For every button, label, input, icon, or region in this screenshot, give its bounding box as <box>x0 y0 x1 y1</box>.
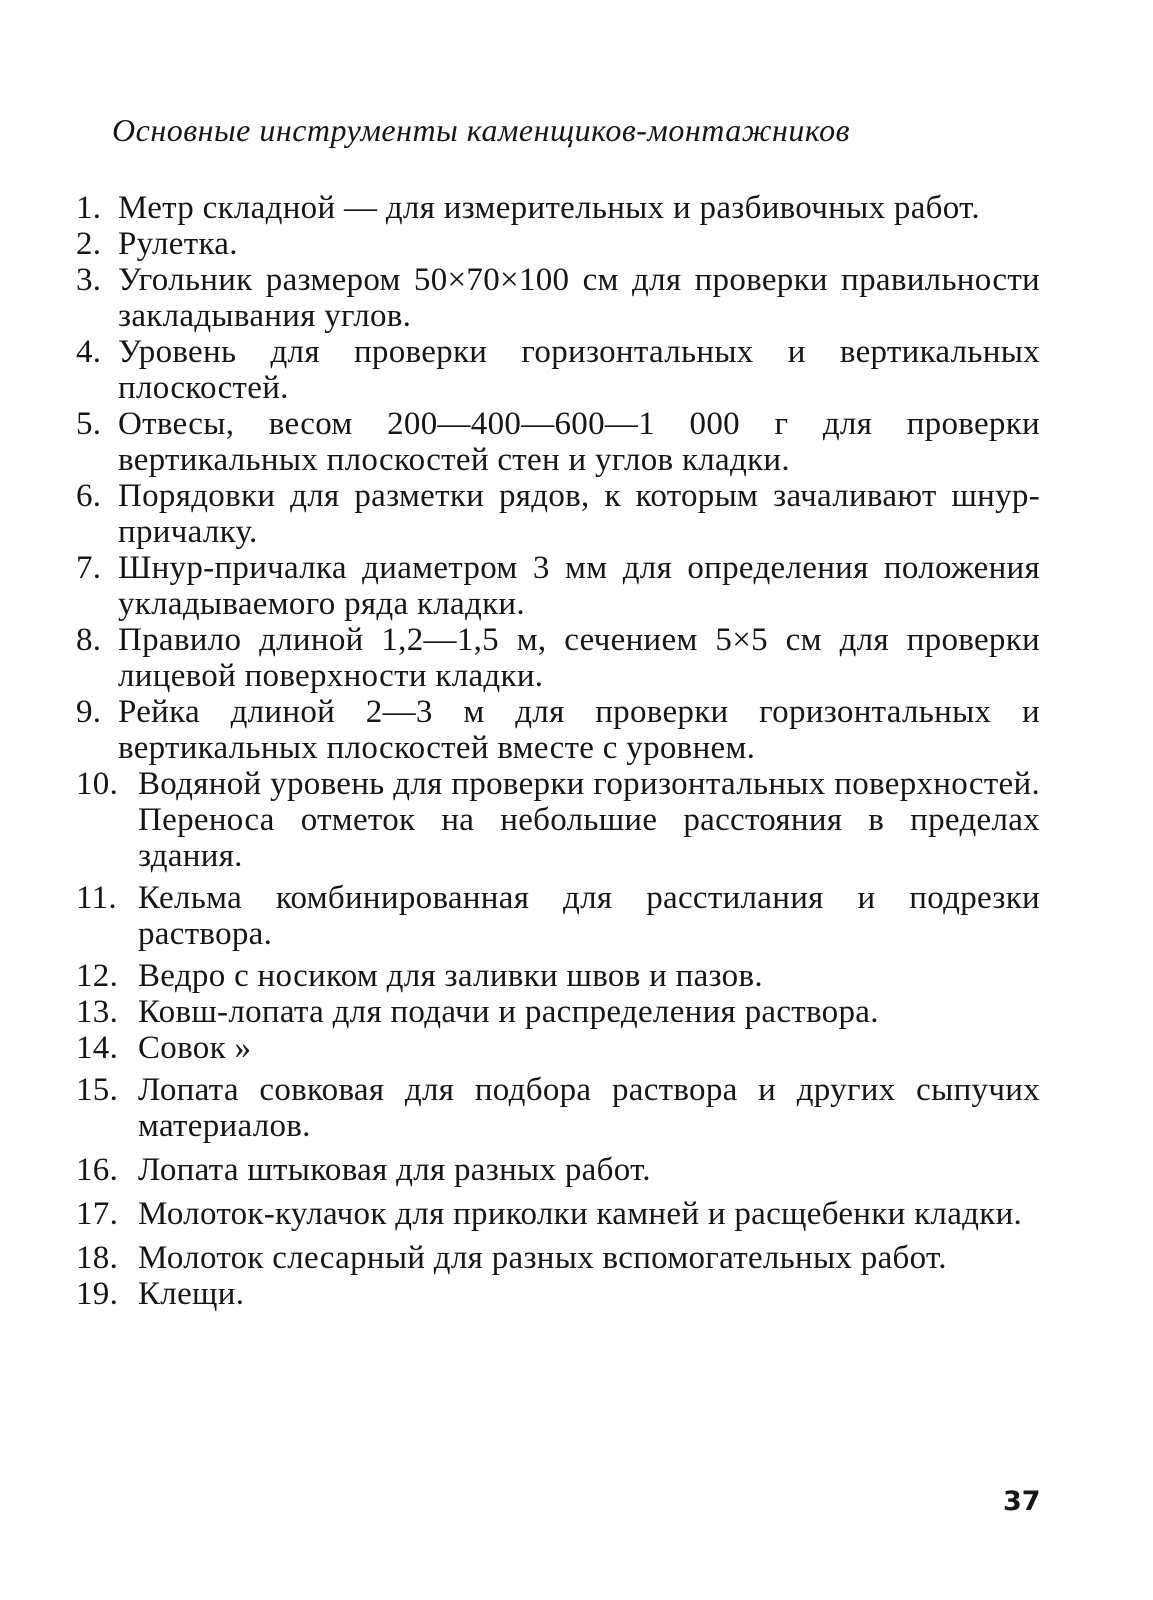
item-number: 4. <box>76 334 102 370</box>
list-item <box>76 994 1040 1030</box>
list-item <box>76 622 1040 694</box>
item-text: Совок » <box>138 1030 252 1066</box>
item-number: 15. <box>76 1072 119 1108</box>
item-number: 13. <box>76 994 119 1030</box>
item-number: 16. <box>76 1152 119 1188</box>
item-text: Угольник размером 50×70×100 см для проверки правильности закладывания углов. <box>118 262 1040 334</box>
item-number: 8. <box>76 622 102 658</box>
item-text: Шнур-причалка диаметром 3 мм для определения положения укладываемого ряда кладки. <box>118 550 1040 622</box>
list-item <box>76 478 1040 550</box>
item-number: 6. <box>76 478 102 514</box>
item-number: 2. <box>76 226 102 262</box>
list-item <box>76 880 1040 952</box>
item-number: 14. <box>76 1030 119 1066</box>
section-title: Основные инструменты каменщиков-монтажников <box>112 112 850 148</box>
list-item <box>76 550 1040 622</box>
item-number: 7. <box>76 550 102 586</box>
list-item <box>76 1240 1040 1276</box>
list-item <box>76 958 1040 994</box>
item-text: Правило длиной 1,2—1,5 м, сечением 5×5 см для проверки лицевой поверхности кладки. <box>118 622 1040 694</box>
item-number: 10. <box>76 766 119 802</box>
item-text: Уровень для проверки горизонтальных и вертикальных плоскостей. <box>118 334 1040 406</box>
list-item <box>76 1072 1040 1144</box>
item-text: Метр складной — для измерительных и разбивочных работ. <box>118 190 980 226</box>
item-text: Ковш-лопата для подачи и распределения раствора. <box>138 994 879 1030</box>
list-item <box>76 766 1040 874</box>
list-item <box>76 406 1040 478</box>
list-item <box>76 190 1040 226</box>
list-item <box>76 1276 1040 1312</box>
item-text: Рейка длиной 2—3 м для проверки горизонтальных и вертикальных плоскостей вместе с уровнем. <box>118 694 1040 766</box>
item-text: Молоток-кулачок для приколки камней и расщебенки кладки. <box>138 1196 1023 1232</box>
list-item <box>76 334 1040 406</box>
item-number: 18. <box>76 1240 119 1276</box>
item-number: 19. <box>76 1276 119 1312</box>
list-item <box>76 226 1040 262</box>
item-text: Кельма комбинированная для расстилания и подрезки раствора. <box>138 880 1040 952</box>
item-text: Отвесы, весом 200—400—600—1 000 г для проверки вертикальных плоскостей стен и углов кладки. <box>118 406 1040 478</box>
list-item <box>76 694 1040 766</box>
item-text: Водяной уровень для проверки горизонтальных поверхностей. Переноса отметок на небольшие расстояния в пределах здания. <box>138 766 1040 874</box>
item-text: Порядовки для разметки рядов, к которым зачаливают шнур-причалку. <box>118 478 1040 550</box>
item-number: 11. <box>76 880 117 916</box>
item-text: Ведро с носиком для заливки швов и пазов. <box>138 958 763 994</box>
page-number: 37 <box>1003 1486 1041 1517</box>
item-text: Молоток слесарный для разных вспомогательных работ. <box>138 1240 947 1276</box>
list-item <box>76 1196 1040 1232</box>
tools-list <box>76 190 1040 1312</box>
item-number: 12. <box>76 958 119 994</box>
item-text: Клещи. <box>138 1276 245 1312</box>
item-number: 17. <box>76 1196 119 1232</box>
list-item <box>76 1152 1040 1188</box>
list-item <box>76 262 1040 334</box>
item-text: Рулетка. <box>118 226 238 262</box>
list-item <box>76 1030 1040 1066</box>
item-text: Лопата совковая для подбора раствора и других сыпучих материалов. <box>138 1072 1040 1144</box>
item-number: 5. <box>76 406 102 442</box>
item-number: 9. <box>76 694 102 730</box>
item-number: 3. <box>76 262 102 298</box>
item-text: Лопата штыковая для разных работ. <box>138 1152 651 1188</box>
item-number: 1. <box>76 190 102 226</box>
